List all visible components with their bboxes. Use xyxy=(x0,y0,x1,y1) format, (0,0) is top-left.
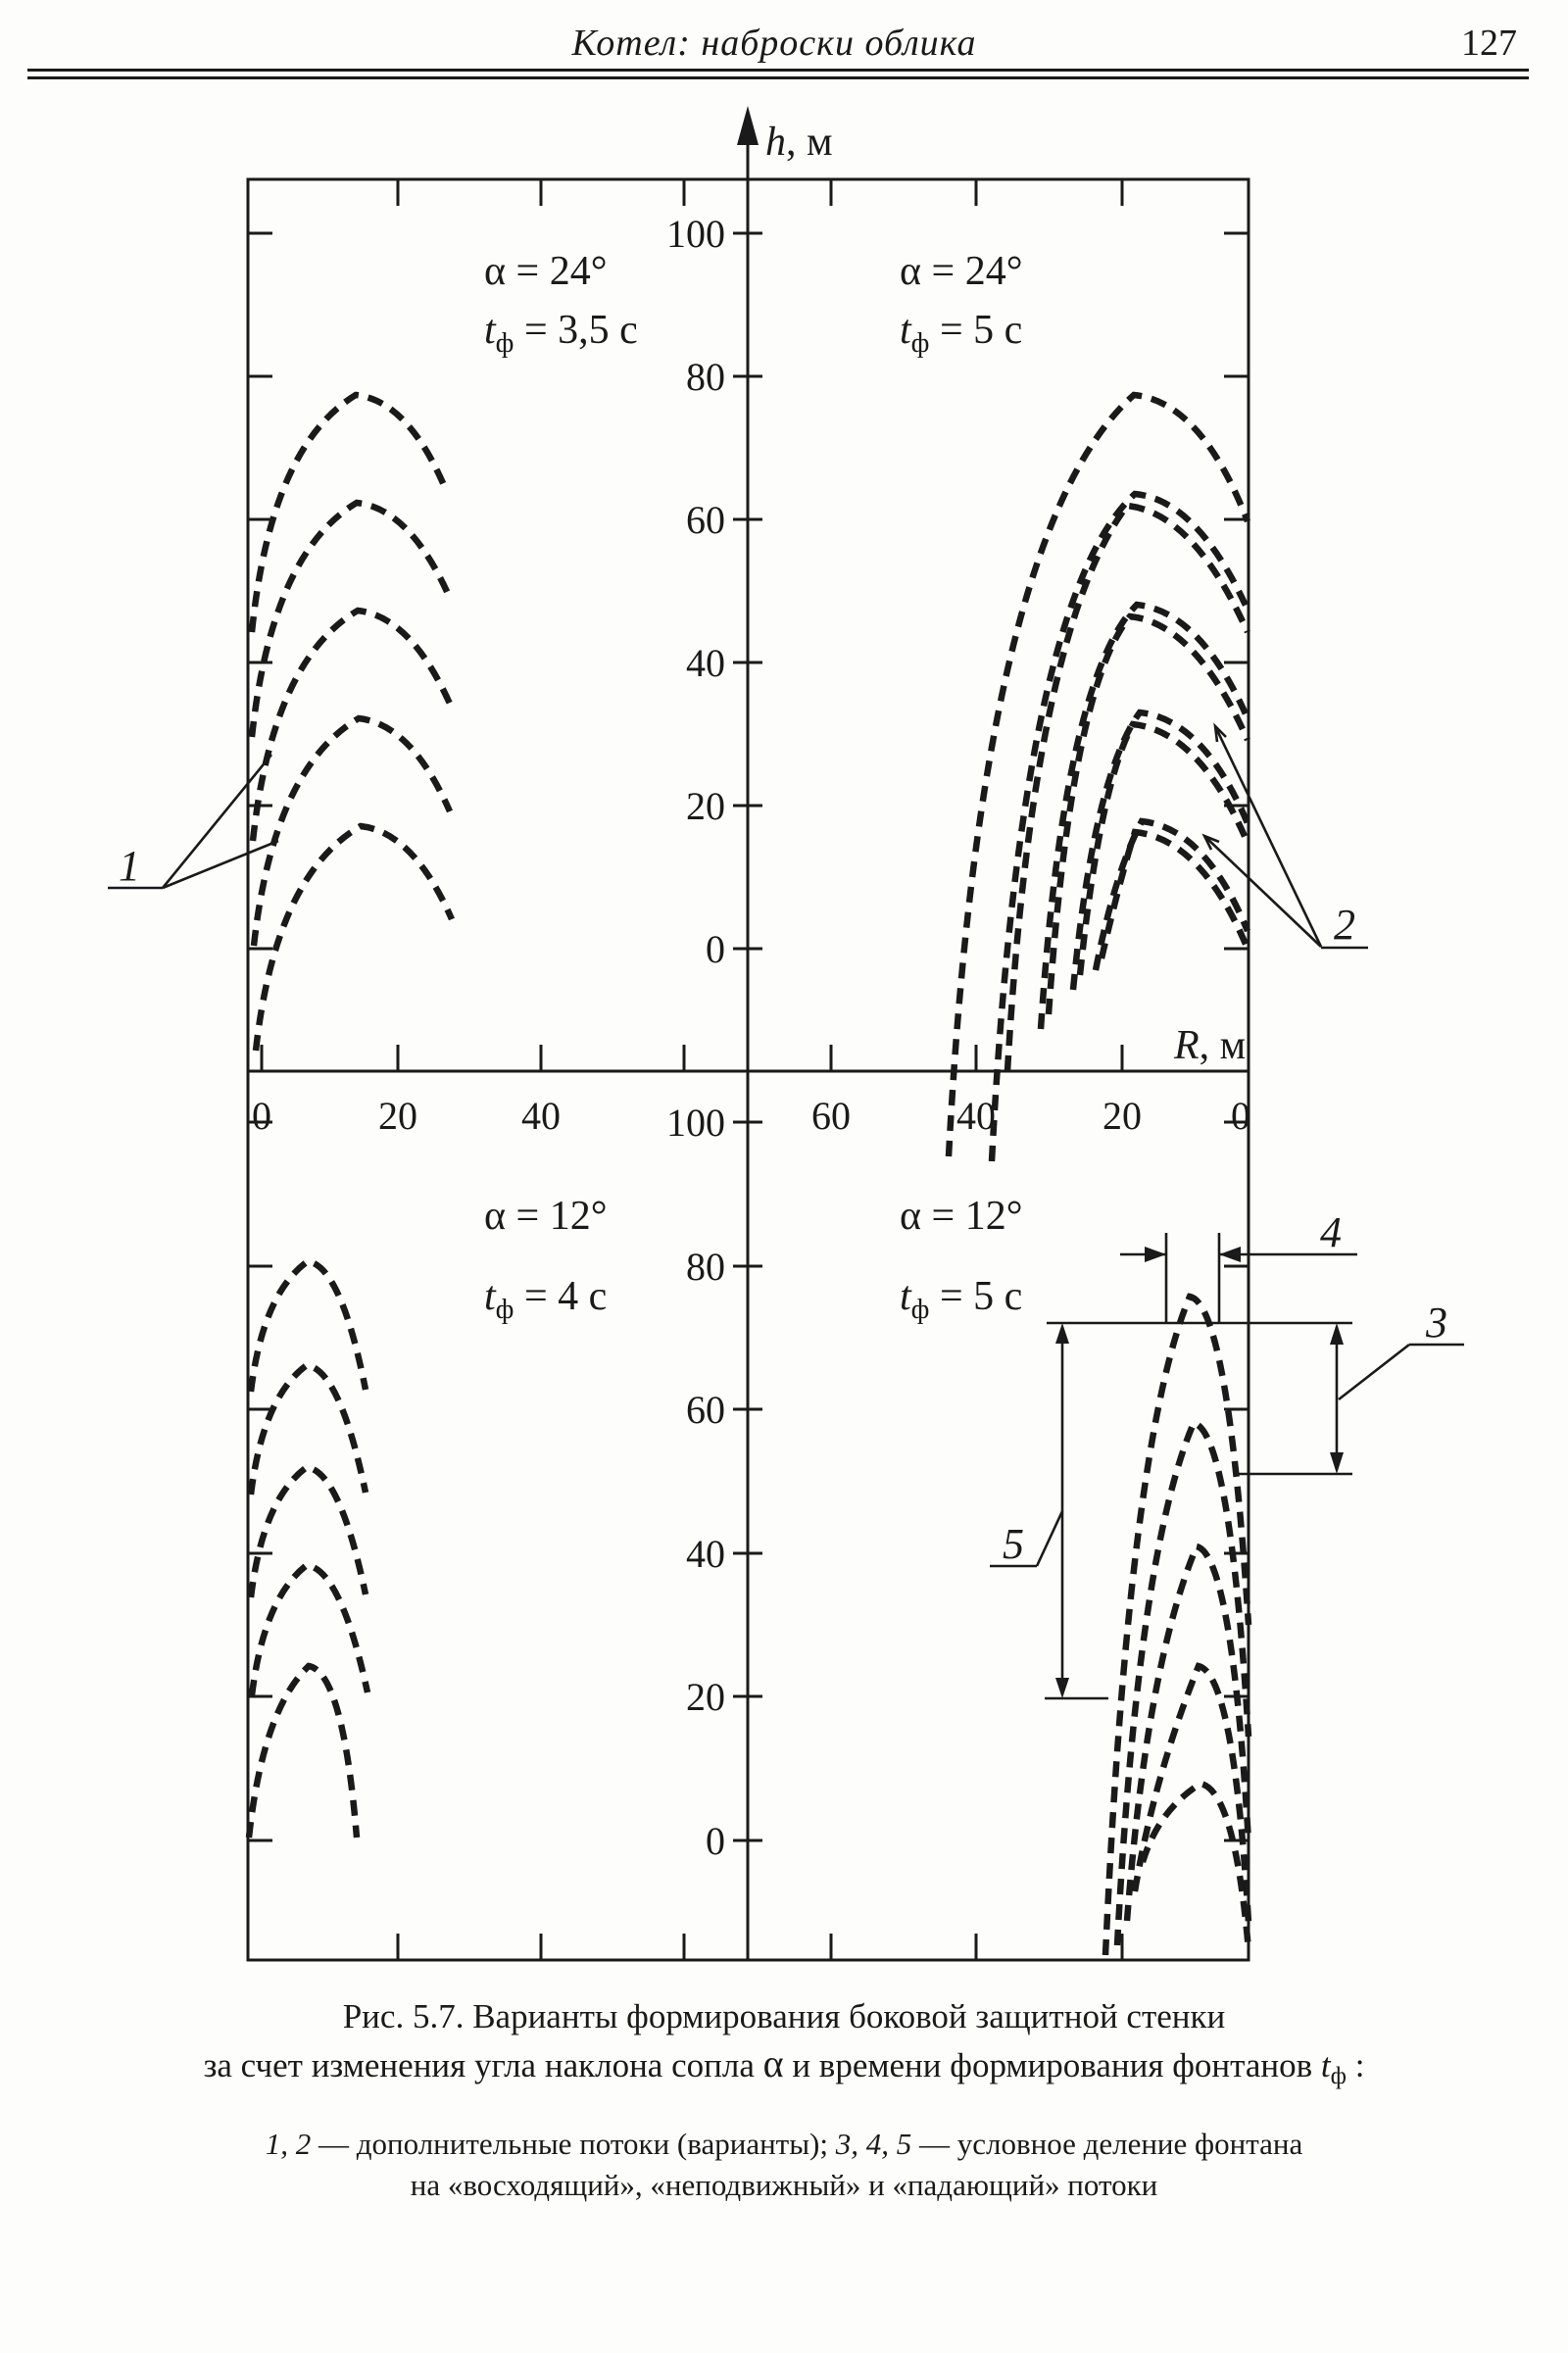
svg-text:20: 20 xyxy=(686,784,725,828)
dimension-arrowhead xyxy=(1145,1247,1166,1262)
r-axis-title: R, м xyxy=(1174,1023,1247,1068)
dimension-arrowhead xyxy=(1219,1247,1241,1262)
trajectory-curve xyxy=(252,503,449,737)
callout-5-leader xyxy=(1037,1511,1062,1566)
figure-note-line1 xyxy=(0,2127,1568,2162)
svg-text:20: 20 xyxy=(1102,1094,1142,1138)
note-item-numbers: 1, 2 xyxy=(265,2127,312,2161)
svg-text:60: 60 xyxy=(811,1094,851,1138)
caption-text: : xyxy=(1346,2046,1365,2084)
dimension-arrowhead xyxy=(1055,1678,1069,1698)
t-symbol: t xyxy=(1320,2046,1331,2084)
callout-3 xyxy=(1047,1299,1464,1474)
svg-text:40: 40 xyxy=(956,1094,996,1138)
page-number: 127 xyxy=(1461,23,1517,64)
trajectory-curve xyxy=(252,1565,368,1695)
callout-3-leader xyxy=(1339,1345,1409,1399)
r-tick-labels xyxy=(252,1094,1250,1138)
svg-text:tф = 4 с: $t_ф = 4$ с xyxy=(484,1274,608,1325)
trajectory-curve xyxy=(251,1365,366,1495)
trajectory-curve xyxy=(1102,832,1248,958)
dimension-arrowhead xyxy=(1330,1323,1344,1345)
trajectory-curve xyxy=(256,826,452,1051)
trajectory-curve xyxy=(1007,506,1248,1071)
svg-text:tф = 3,5 с: $t_ф = 3,5$ с xyxy=(484,308,638,359)
svg-text:α = 12°: α = 12° xyxy=(484,1194,608,1239)
figure-caption-line1: Рис. 5.7. Варианты формирования боковой защитной стенки xyxy=(342,1997,1226,2035)
h-tick-labels-top xyxy=(666,212,725,971)
note-text: — условное деление фонтана xyxy=(911,2127,1303,2161)
svg-text:0: 0 xyxy=(252,1094,271,1138)
svg-text:20: 20 xyxy=(686,1675,725,1719)
callout-4-label: 4 xyxy=(1320,1208,1342,1256)
trajectory-curve xyxy=(251,1261,366,1392)
svg-text:60: 60 xyxy=(686,1388,725,1432)
caption-text: и времени формирования фонтанов xyxy=(783,2046,1321,2084)
svg-text:α = 24°: α = 24° xyxy=(900,249,1023,294)
t-subscript: ф xyxy=(1330,2063,1347,2090)
svg-text:40: 40 xyxy=(686,641,725,685)
panel-label-top-left xyxy=(484,249,638,359)
callout-5-label: 5 xyxy=(1003,1520,1024,1568)
trajectories-bottom-left xyxy=(249,1261,368,1838)
callout-2-label: 2 xyxy=(1334,901,1355,949)
panel-label-bottom-right xyxy=(900,1194,1023,1325)
h-tick-labels-bottom xyxy=(666,1101,725,1863)
svg-text:20: 20 xyxy=(378,1094,417,1138)
h-axis-arrowhead xyxy=(737,106,759,145)
frame-ticks-top-edge xyxy=(398,179,1122,206)
panel-label-top-right xyxy=(900,249,1023,359)
svg-text:tф = 5 с: $t_ф = 5$ с xyxy=(900,308,1023,359)
callout-1-label: 1 xyxy=(119,842,140,890)
note-item-numbers: 3, 4, 5 xyxy=(835,2127,912,2161)
trajectory-curve xyxy=(1117,1423,1249,1945)
svg-text:60: 60 xyxy=(686,498,725,542)
callout-3-label: 3 xyxy=(1426,1299,1447,1347)
svg-text:0: 0 xyxy=(706,927,725,971)
r-ticks xyxy=(262,1045,1122,1071)
trajectory-curve xyxy=(249,1666,357,1838)
svg-text:40: 40 xyxy=(686,1532,725,1576)
trajectory-curve xyxy=(251,1467,366,1597)
callout-5 xyxy=(990,1323,1108,1698)
trajectory-curve xyxy=(252,395,446,632)
note-text: — дополнительные потоки (варианты); xyxy=(311,2127,836,2161)
trajectories-top-left xyxy=(252,395,452,1051)
svg-text:0: 0 xyxy=(706,1819,725,1863)
svg-text:40: 40 xyxy=(521,1094,561,1138)
figure-caption-line2 xyxy=(0,2041,1568,2090)
caption-text: за счет изменения угла наклона сопла xyxy=(203,2046,763,2084)
svg-text:tф = 5 с: $t_ф = 5$ с xyxy=(900,1274,1023,1325)
frame-ticks-bottom-edge xyxy=(398,1934,1122,1960)
dimension-arrowhead xyxy=(1055,1323,1069,1344)
dimension-arrowhead xyxy=(1330,1452,1344,1474)
h-axis-title: h, м xyxy=(765,120,833,165)
svg-text:0: 0 xyxy=(1231,1094,1250,1138)
trajectories-bottom-right xyxy=(1105,1297,1249,1955)
svg-text:80: 80 xyxy=(686,1245,725,1289)
figure-note-line2: на «восходящий», «неподвижный» и «падающий» потоки xyxy=(410,2168,1158,2202)
trajectory-curve xyxy=(254,718,450,946)
svg-text:100: 100 xyxy=(666,212,725,256)
svg-text:80: 80 xyxy=(686,355,725,399)
running-header-title: Котел: наброски облика xyxy=(571,23,977,64)
callout-2-leader xyxy=(1204,836,1321,947)
alpha-symbol: α xyxy=(762,2041,784,2085)
trajectory-curve xyxy=(253,611,450,841)
svg-text:α = 12°: α = 12° xyxy=(900,1194,1023,1239)
callout-1 xyxy=(108,755,278,890)
callout-1-leader xyxy=(163,755,271,888)
svg-text:α = 24°: α = 24° xyxy=(484,249,608,294)
panel-label-bottom-left xyxy=(484,1194,608,1325)
trajectory-curve xyxy=(1143,1784,1249,1950)
svg-text:100: 100 xyxy=(666,1101,725,1145)
trajectory-curve xyxy=(1041,605,1248,1029)
